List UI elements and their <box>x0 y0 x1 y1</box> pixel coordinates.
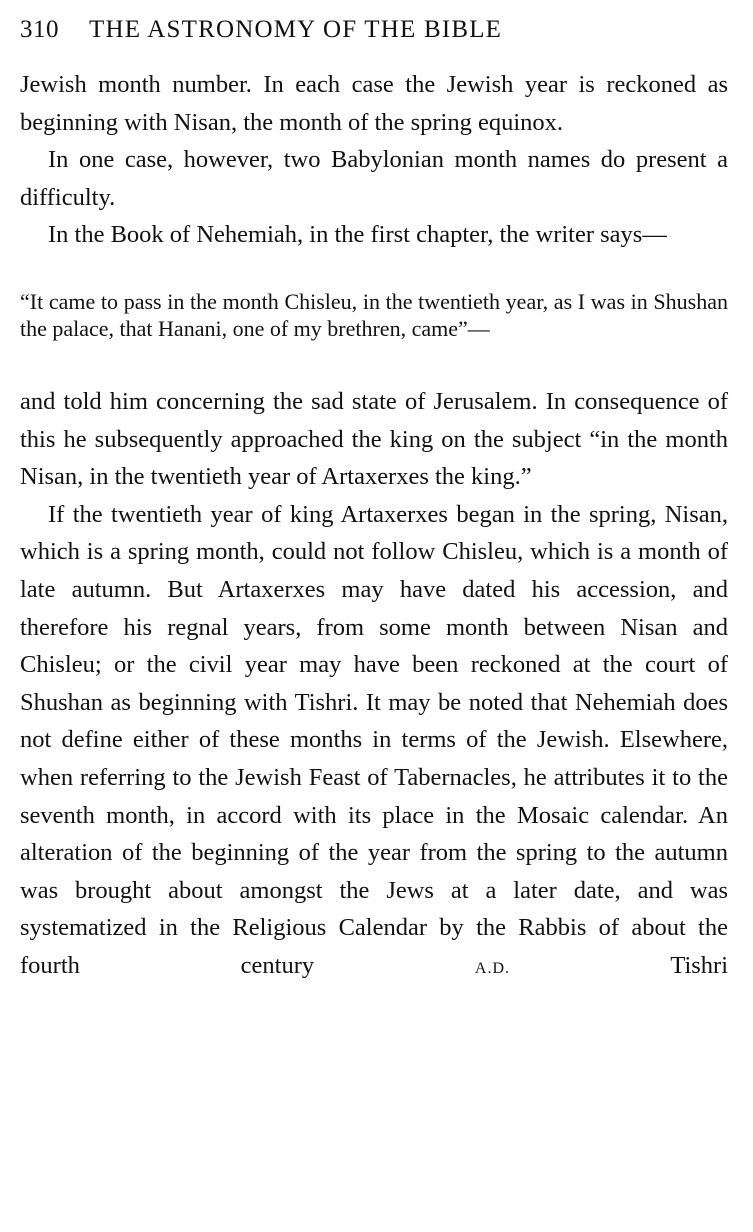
block-quote: “It came to pass in the month Chisleu, in the twentieth year, as I was in Shushan the palace, that Hanani, one of my brethren, came”— <box>20 288 728 341</box>
paragraph-5-text: If the twentieth year of king Artaxerxes began in the spring, Nisan, which is a spring month, could not follow Chisleu, which is a month of late autumn. But Artaxerxes may have dated his accession, and therefore his regnal years, from some month between Nisan and Chisleu; or the civil year may have been reckoned at the court of Shushan as beginning with Tishri. It may be noted that Nehemiah does not define either of these months in terms of the Jewish. Elsewhere, when referring to the Jewish Feast of Tabernacles, he attributes it to the seventh month, in accord with its place in the Mosaic calendar. An alteration of the beginning of the year from the spring to the autumn was brought about amongst the Jews at a later date, and was systematized in the Religious Calendar by the Rabbis of about the fourth century <box>20 500 728 979</box>
page-number: 310 <box>20 16 59 43</box>
paragraph-5 <box>20 496 728 988</box>
book-page <box>20 12 728 987</box>
paragraph-3: In the Book of Nehemiah, in the first chapter, the writer says— <box>48 221 667 249</box>
paragraph-1: Jewish month number. In each case the Jewish year is reckoned as beginning with Nisan, the month of the spring equinox. <box>20 71 728 136</box>
era-abbreviation: A.D. <box>474 959 510 977</box>
running-title: THE ASTRONOMY OF THE BIBLE <box>89 16 503 43</box>
paragraph-5-end: Tishri <box>670 951 729 979</box>
page-header <box>20 12 728 48</box>
paragraph-4: and told him concerning the sad state of Jerusalem. In consequence of this he subsequently approached the king on the subject “in the month Nisan, in the twentieth year of Artaxerxes the king.” <box>20 387 728 491</box>
paragraph-2: In one case, however, two Babylonian month names do present a difficulty. <box>20 146 728 211</box>
